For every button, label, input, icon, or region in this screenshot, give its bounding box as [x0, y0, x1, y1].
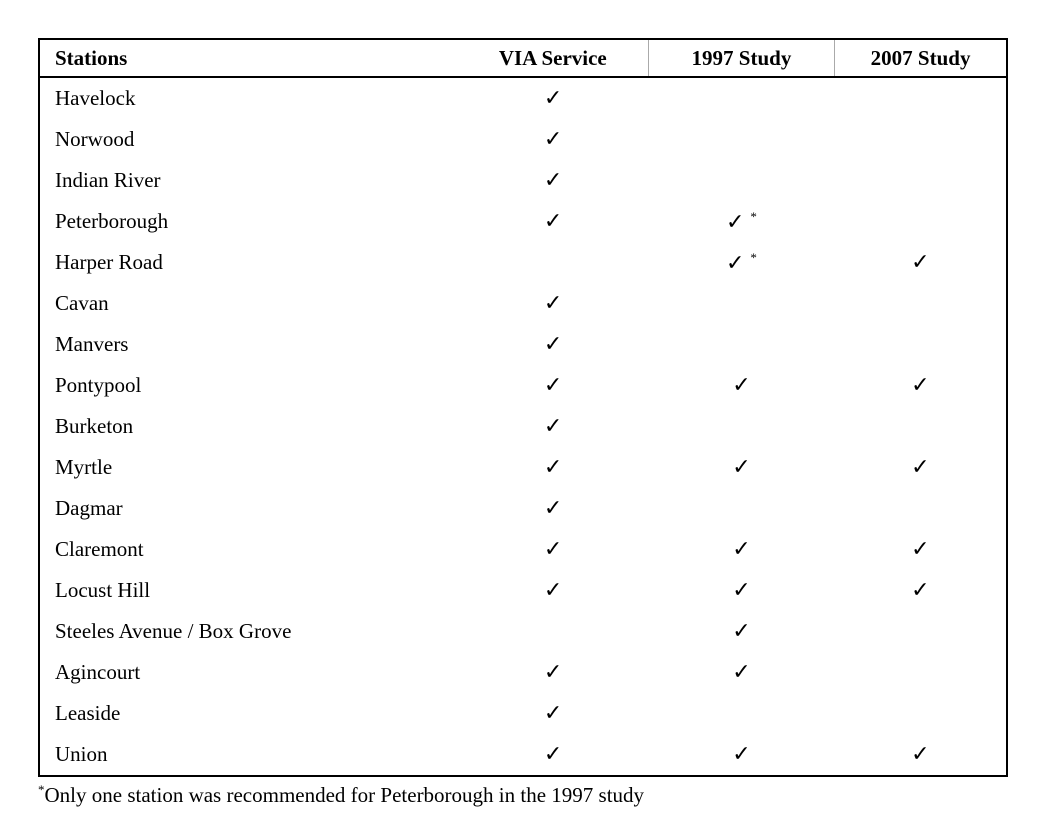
check-cell — [458, 570, 648, 611]
check-cell — [458, 119, 648, 160]
check-icon: ✓ — [543, 167, 563, 192]
column-header-2007-study: 2007 Study — [835, 39, 1007, 77]
check-icon: ✓ — [725, 208, 745, 234]
check-cell — [835, 488, 1007, 529]
check-cell — [458, 201, 648, 242]
station-name-cell: Pontypool — [55, 373, 142, 397]
check-cell — [648, 406, 834, 447]
table-row — [39, 324, 1007, 365]
table-row — [39, 447, 1007, 488]
check-icon: ✓ — [543, 536, 563, 561]
footnote-marker: * — [38, 782, 45, 797]
check-cell — [835, 365, 1007, 406]
check-cell — [648, 283, 834, 324]
check-icon: ✓ — [543, 659, 563, 684]
table-row — [39, 160, 1007, 201]
station-name-cell: Peterborough — [55, 209, 169, 233]
check-icon: ✓ — [543, 577, 563, 602]
table-row — [39, 283, 1007, 324]
stations-table — [38, 38, 1008, 777]
check-cell — [458, 693, 648, 734]
check-icon: ✓ — [732, 454, 751, 479]
station-name-cell: Indian River — [55, 168, 161, 192]
check-icon: ✓ — [911, 536, 930, 561]
table-row — [39, 570, 1007, 611]
station-name-cell: Locust Hill — [55, 578, 151, 602]
check-cell — [648, 242, 834, 283]
check-cell — [458, 242, 648, 283]
check-cell — [835, 283, 1007, 324]
station-name-cell: Leaside — [55, 701, 121, 725]
station-name-cell: Norwood — [55, 127, 135, 151]
check-cell — [835, 160, 1007, 201]
check-cell — [458, 160, 648, 201]
check-icon: ✓ — [725, 249, 745, 275]
table-row — [39, 77, 1007, 119]
check-icon: ✓ — [732, 741, 751, 766]
check-cell — [648, 119, 834, 160]
header-row — [39, 39, 1007, 77]
check-icon: ✓ — [732, 372, 751, 397]
check-cell — [835, 652, 1007, 693]
station-name-cell: Steeles Avenue / Box Grove — [55, 619, 292, 643]
check-icon: ✓ — [543, 126, 563, 151]
check-icon: ✓ — [543, 85, 563, 110]
check-cell — [648, 201, 834, 242]
check-icon: ✓ — [911, 741, 930, 766]
table-row — [39, 611, 1007, 652]
check-icon: ✓ — [543, 741, 563, 766]
check-icon: ✓ — [911, 454, 930, 479]
check-cell — [648, 324, 834, 365]
check-icon: ✓ — [543, 413, 563, 438]
check-icon: ✓ — [732, 659, 751, 684]
check-cell — [648, 77, 834, 119]
check-cell — [458, 652, 648, 693]
station-name-cell: Manvers — [55, 332, 129, 356]
table-row — [39, 201, 1007, 242]
check-icon: ✓ — [543, 331, 563, 356]
check-cell — [648, 734, 834, 776]
station-name-cell: Cavan — [55, 291, 109, 315]
check-cell — [458, 406, 648, 447]
check-icon: ✓ — [732, 618, 751, 643]
check-cell — [835, 201, 1007, 242]
station-name-cell: Claremont — [55, 537, 144, 561]
check-icon: ✓ — [911, 372, 930, 397]
check-icon: ✓ — [732, 577, 751, 602]
check-cell — [458, 77, 648, 119]
column-header-1997-study: 1997 Study — [648, 39, 834, 77]
check-cell — [835, 611, 1007, 652]
check-cell — [458, 324, 648, 365]
table-row — [39, 693, 1007, 734]
station-name-cell: Myrtle — [55, 455, 113, 479]
check-cell — [648, 488, 834, 529]
station-table-body — [39, 77, 1007, 776]
check-cell — [835, 406, 1007, 447]
check-cell — [835, 734, 1007, 776]
station-name-cell: Burketon — [55, 414, 134, 438]
table-row — [39, 242, 1007, 283]
station-name-cell: Dagmar — [55, 496, 123, 520]
check-cell — [648, 611, 834, 652]
check-cell — [835, 324, 1007, 365]
check-cell — [458, 365, 648, 406]
check-icon: ✓ — [732, 536, 751, 561]
check-cell — [835, 242, 1007, 283]
check-cell — [648, 570, 834, 611]
check-cell — [835, 570, 1007, 611]
check-cell — [458, 283, 648, 324]
table-row — [39, 734, 1007, 776]
station-name-cell: Union — [55, 742, 108, 766]
table-row — [39, 652, 1007, 693]
station-name-cell: Agincourt — [55, 660, 141, 684]
check-cell — [648, 529, 834, 570]
column-header-via-service: VIA Service — [458, 39, 648, 77]
check-icon: ✓ — [543, 208, 563, 233]
check-cell — [458, 488, 648, 529]
check-cell — [458, 734, 648, 776]
check-icon: ✓ — [911, 249, 930, 274]
table-row — [39, 406, 1007, 447]
check-cell — [835, 447, 1007, 488]
check-cell — [648, 365, 834, 406]
check-icon: ✓ — [543, 290, 563, 315]
check-cell — [835, 693, 1007, 734]
check-cell — [835, 119, 1007, 160]
check-icon: ✓ — [543, 700, 563, 725]
check-cell — [458, 447, 648, 488]
table-row — [39, 529, 1007, 570]
check-icon: ✓ — [543, 454, 563, 479]
table-row — [39, 488, 1007, 529]
check-cell — [458, 611, 648, 652]
station-name-cell: Havelock — [55, 86, 136, 110]
table-header — [39, 39, 1007, 77]
footnote-marker-icon: * — [750, 249, 757, 265]
footnote-marker-icon: * — [750, 208, 757, 224]
footnote — [38, 782, 644, 808]
station-name-cell: Harper Road — [55, 250, 163, 274]
check-icon: ✓ — [911, 577, 930, 602]
check-cell — [648, 447, 834, 488]
check-cell — [458, 529, 648, 570]
check-cell — [835, 77, 1007, 119]
check-cell — [835, 529, 1007, 570]
check-icon: ✓ — [543, 495, 563, 520]
column-header-stations: Stations — [39, 39, 458, 77]
footnote-text: Only one station was recommended for Peterborough in the 1997 study — [44, 783, 645, 807]
check-cell — [648, 693, 834, 734]
check-cell — [648, 160, 834, 201]
check-icon: ✓ — [543, 372, 563, 397]
table-row — [39, 365, 1007, 406]
stations-table-frame — [38, 38, 1008, 777]
table-row — [39, 119, 1007, 160]
check-cell — [648, 652, 834, 693]
